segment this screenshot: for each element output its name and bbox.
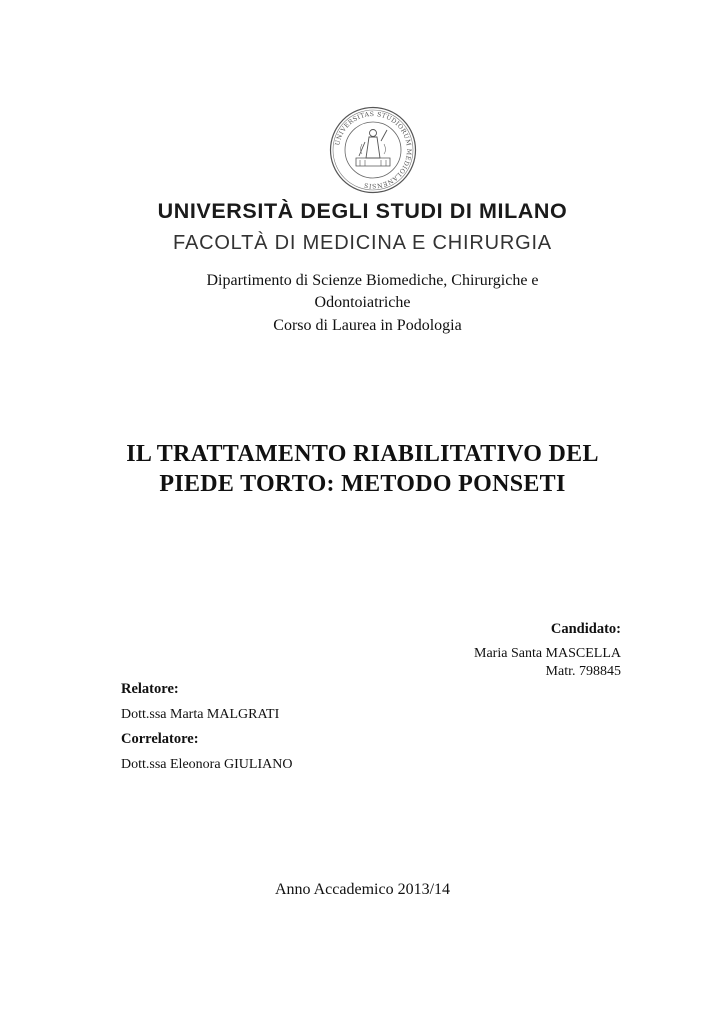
faculty-name: FACOLTÀ DI MEDICINA E CHIRURGIA — [173, 232, 552, 254]
university-seal-icon — [329, 106, 417, 194]
thesis-title-line-1: IL TRATTAMENTO RIABILITATIVO DEL — [126, 441, 599, 467]
academic-year: Anno Accademico 2013/14 — [274, 881, 451, 898]
university-name: UNIVERSITÀ DEGLI STUDI DI MILANO — [157, 199, 568, 223]
candidate-matriculation: Matr. 798845 — [545, 664, 621, 679]
relatore-label: Relatore: — [121, 681, 179, 697]
candidate-label: Candidato: — [550, 621, 621, 637]
department-line-2: Odontoiatriche — [314, 294, 411, 311]
correlatore-label: Correlatore: — [121, 731, 199, 747]
svg-text:UNIVERSITAS STUDIORUM MEDIOLAN — [334, 111, 412, 189]
thesis-title-line-2: PIEDE TORTO: METODO PONSETI — [159, 471, 566, 497]
department-line-1: Dipartimento di Scienze Biomediche, Chirurgiche e — [206, 272, 539, 289]
candidate-name: Maria Santa MASCELLA — [474, 646, 621, 661]
course-name: Corso di Laurea in Podologia — [273, 317, 462, 334]
correlatore-name: Dott.ssa Eleonora GIULIANO — [121, 757, 293, 772]
relatore-name: Dott.ssa Marta MALGRATI — [121, 707, 280, 722]
seal-ring-text: UNIVERSITAS STUDIORUM MEDIOLANENSIS — [334, 110, 413, 190]
